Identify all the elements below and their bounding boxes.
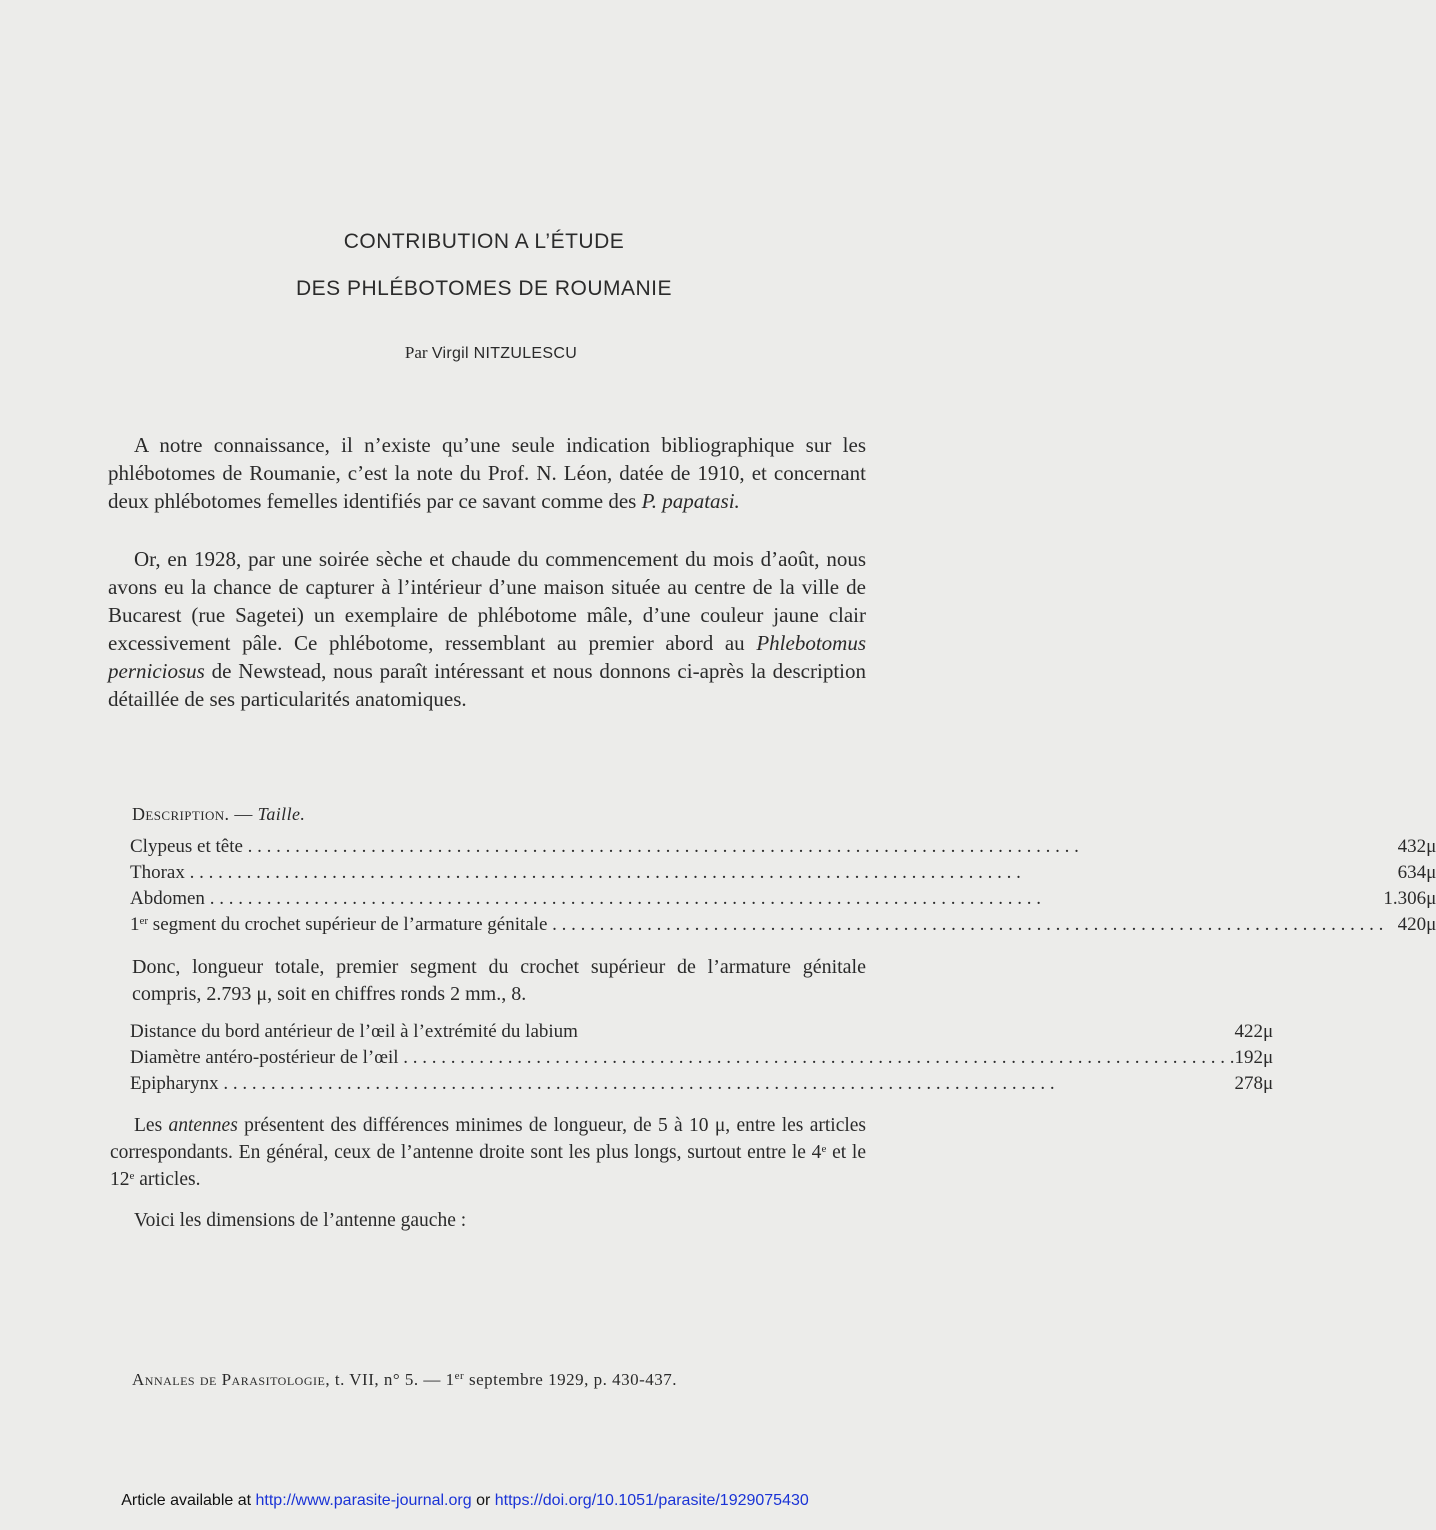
journal-link[interactable]: http://www.parasite-journal.org bbox=[255, 1492, 472, 1509]
paragraph-total-length: Donc, longueur totale, premier segment du crochet supérieur de l’armature génitale compris, 2.793 μ, soit en chiffres ronds 2 mm., 8. bbox=[132, 956, 866, 1005]
description-dash: — bbox=[229, 804, 258, 824]
antennes-term: antennes bbox=[168, 1115, 238, 1136]
notice-prefix: Article available at bbox=[121, 1492, 256, 1509]
measure-label: Epipharynx . . . bbox=[130, 1073, 1235, 1099]
measure-unit: μ bbox=[1263, 1047, 1274, 1068]
journal-name: Annales de Parasitologie bbox=[132, 1370, 326, 1389]
description-label: Description. bbox=[132, 804, 230, 824]
title-line-2: DES PHLÉBOTOMES DE ROUMANIE bbox=[295, 277, 673, 300]
measure-unit: μ bbox=[1426, 862, 1436, 883]
table-row bbox=[130, 914, 1436, 940]
measure-value: 420 bbox=[1397, 914, 1427, 935]
table-row bbox=[130, 1047, 1273, 1073]
table-row bbox=[130, 862, 1436, 888]
title-line-1: CONTRIBUTION A L’ÉTUDE bbox=[343, 230, 625, 253]
doi-link[interactable]: https://doi.org/10.1051/parasite/1929075430 bbox=[494, 1492, 809, 1509]
paragraph-capture bbox=[108, 545, 866, 713]
measure-label: Diamètre antéro-postérieur de l’œil . . . bbox=[130, 1047, 1235, 1073]
measure-label: Distance du bord antérieur de l’œil à l’extrémité du labium bbox=[130, 1021, 578, 1042]
species-name-perniciosus: Phlebotomus perniciosus bbox=[108, 631, 866, 683]
paragraph-capture-text-b: de Newstead, nous paraît intéressant et nous donnons ci-après la description détaillée de ses particularités anatomiques. bbox=[108, 659, 866, 711]
taille-label: Taille. bbox=[257, 804, 306, 824]
table-row bbox=[130, 1073, 1273, 1099]
description-heading bbox=[132, 804, 305, 825]
availability-notice bbox=[0, 1492, 930, 1510]
measure-label: Abdomen . . . bbox=[130, 888, 1383, 914]
measure-unit: μ bbox=[1426, 914, 1436, 935]
paragraph-intro-text: A notre connaissance, il n’existe qu’une seule indication bibliographique sur les phlébotomes de Roumanie, c’est la note du Prof. N. Léon, datée de 1910, et concernant deux phlébotomes femelles identifiés par ce savant comme des bbox=[108, 433, 866, 513]
measure-unit: μ bbox=[1263, 1073, 1274, 1094]
measure-value: 432 bbox=[1397, 836, 1427, 857]
measure-value: 634 bbox=[1397, 862, 1427, 883]
measure-label: 1er segment du crochet supérieur de l’armature génitale . . . bbox=[130, 914, 1383, 940]
measure-label: Thorax . . . bbox=[130, 862, 1383, 888]
measure-unit: μ bbox=[1426, 836, 1436, 857]
paragraph-antenne-gauche: Voici les dimensions de l’antenne gauche : bbox=[134, 1210, 467, 1231]
species-name: P. papatasi. bbox=[641, 489, 740, 513]
measure-unit: μ bbox=[1426, 888, 1436, 909]
paragraph-capture-text-a: Or, en 1928, par une soirée sèche et chaude du commencement du mois d’août, nous avons eu la chance de capturer à l’intérieur d’une maison située au centre de la ville de Bucarest (rue Sagetei) un exemplaire de phlébotome mâle, d’une couleur jaune clair excessivement pâle. Ce phlébotome, ressemblant au premier abord au bbox=[108, 547, 866, 655]
measure-value: 422 bbox=[1234, 1021, 1264, 1042]
paragraph-intro bbox=[108, 431, 866, 515]
measure-unit: μ bbox=[1263, 1021, 1274, 1042]
measure-value: 278 bbox=[1234, 1073, 1264, 1094]
measurements-table-head bbox=[130, 1021, 1273, 1099]
measure-value: 192 bbox=[1234, 1047, 1264, 1068]
table-row bbox=[130, 888, 1436, 914]
table-row bbox=[130, 1021, 1273, 1047]
measurements-table-size bbox=[130, 836, 1436, 940]
byline bbox=[0, 343, 930, 363]
table-row bbox=[130, 836, 1436, 862]
journal-citation: Annales de Parasitologie, t. VII, n° 5. — 1er septembre 1929, p. 430-437. bbox=[132, 1370, 677, 1389]
byline-prefix: Par bbox=[404, 343, 428, 362]
measure-value: 1.306 bbox=[1383, 888, 1427, 909]
notice-middle: or bbox=[471, 1492, 495, 1509]
paragraph-antennes: Les antennes présentent des différences minimes de longueur, de 5 à 10 μ, entre les articles correspondants. En général, ceux de l’antenne droite sont les plus longs, surtout entre le 4e et le 12e articles. bbox=[110, 1115, 867, 1190]
author-name: Virgil NITZULESCU bbox=[431, 345, 578, 362]
measure-label: Clypeus et tête . . . bbox=[130, 836, 1383, 862]
